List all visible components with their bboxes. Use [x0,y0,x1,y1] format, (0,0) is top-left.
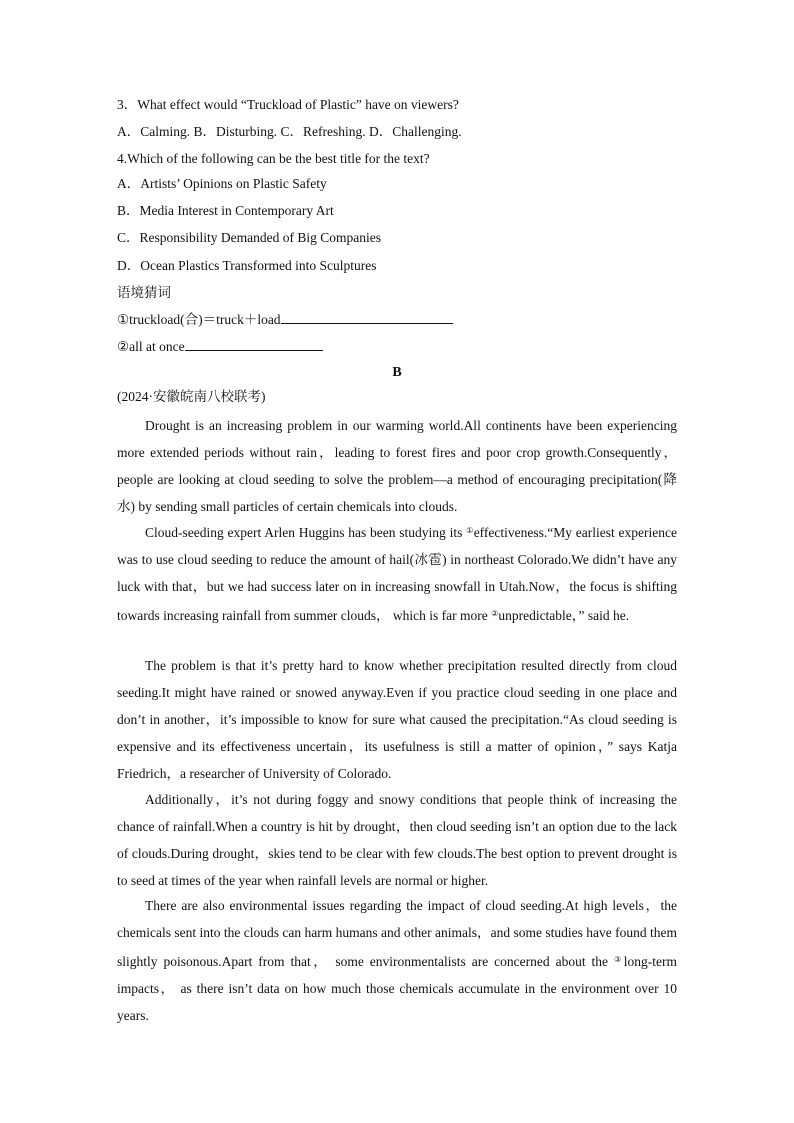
passage-paragraph-5 [117,892,677,1029]
question-4-option-b: B．Media Interest in Contemporary Art [117,203,334,218]
answer-blank[interactable] [281,311,453,324]
paragraph-2-text-a: Cloud-seeding expert Arlen Huggins has been studying its [145,525,467,540]
vocab-item-1 [117,311,453,329]
question-4-option-c: C．Responsibility Demanded of Big Companies [117,230,381,245]
passage-source: (2024·安徽皖南八校联考) [117,389,266,404]
passage-letter: B [392,365,402,380]
marker-3: ③ [614,955,624,964]
passage-paragraph-4: Additionally，it’s not during foggy and snowy conditions that people think of increasing the chance of rainfall.When a country is hit by drought，then cloud seeding isn’t an option due to the lack of clouds.During drought，skies tend to be clear with few clouds.The best option to prevent drought is to seed at times of the year when rainfall levels are normal or higher. [117,792,677,888]
paragraph-2-text-b: effectiveness.“My earliest experience was to use cloud seeding to reduce the amount of hail(冰雹) in northeast Colorado.We didn’t have any luck with that，but we had success later on in increasing snowfall in Utah.Now，the focus is shifting towards increasing rainfall from summer clouds， which is far more [117,525,677,623]
paragraph-5-text-a: There are also environmental issues regarding the impact of cloud seeding.At high levels，the chemicals sent into the clouds can harm humans and other animals，and some studies have found them slightly poisonous.Apart from that， some environmentalists are concerned about the [117,898,677,969]
question-4-stem: 4.Which of the following can be the best title for the text? [117,151,430,166]
question-3-stem: 3．What effect would “Truckload of Plastic” have on viewers? [117,97,459,112]
answer-blank[interactable] [185,338,323,351]
vocab-heading: 语境猜词 [117,285,171,300]
question-4-option-d: D．Ocean Plastics Transformed into Sculptures [117,258,377,273]
vocab-item-2-text: ②all at once [117,339,185,354]
marker-1: ① [466,526,474,535]
passage-paragraph-2 [117,517,677,629]
marker-2: ② [491,609,499,618]
paragraph-5-text-b: long-term impacts， as there isn’t data on how much those chemicals accumulate in the environment over 10 years. [117,954,678,1023]
paragraph-2-text-c: unpredictable，” said he. [498,608,630,623]
question-4-option-a: A．Artists’ Opinions on Plastic Safety [117,176,327,191]
vocab-item-2 [117,338,323,356]
passage-paragraph-3: The problem is that it’s pretty hard to know whether precipitation resulted directly from cloud seeding.It might have rained or snowed anyway.Even if you practice cloud seeding in one place and don’t in another，it’s impossible to know for sure what caused the precipitation.“As cloud seeding is expensive and its effectiveness uncertain，its usefulness is still a matter of opinion，” says Katja Friedrich，a researcher of University of Colorado. [117,658,677,781]
passage-paragraph-1: Drought is an increasing problem in our warming world.All continents have been experiencing more extended periods without rain，leading to forest fires and poor crop growth.Consequently，people are looking at cloud seeding to solve the problem—a method of encouraging precipitation(降水) by sending small particles of certain chemicals into clouds. [117,418,677,514]
vocab-item-1-text: ①truckload(合)＝truck＋load [117,312,281,327]
question-3-options: A．Calming. B．Disturbing. C．Refreshing. D．Challenging. [117,124,462,139]
